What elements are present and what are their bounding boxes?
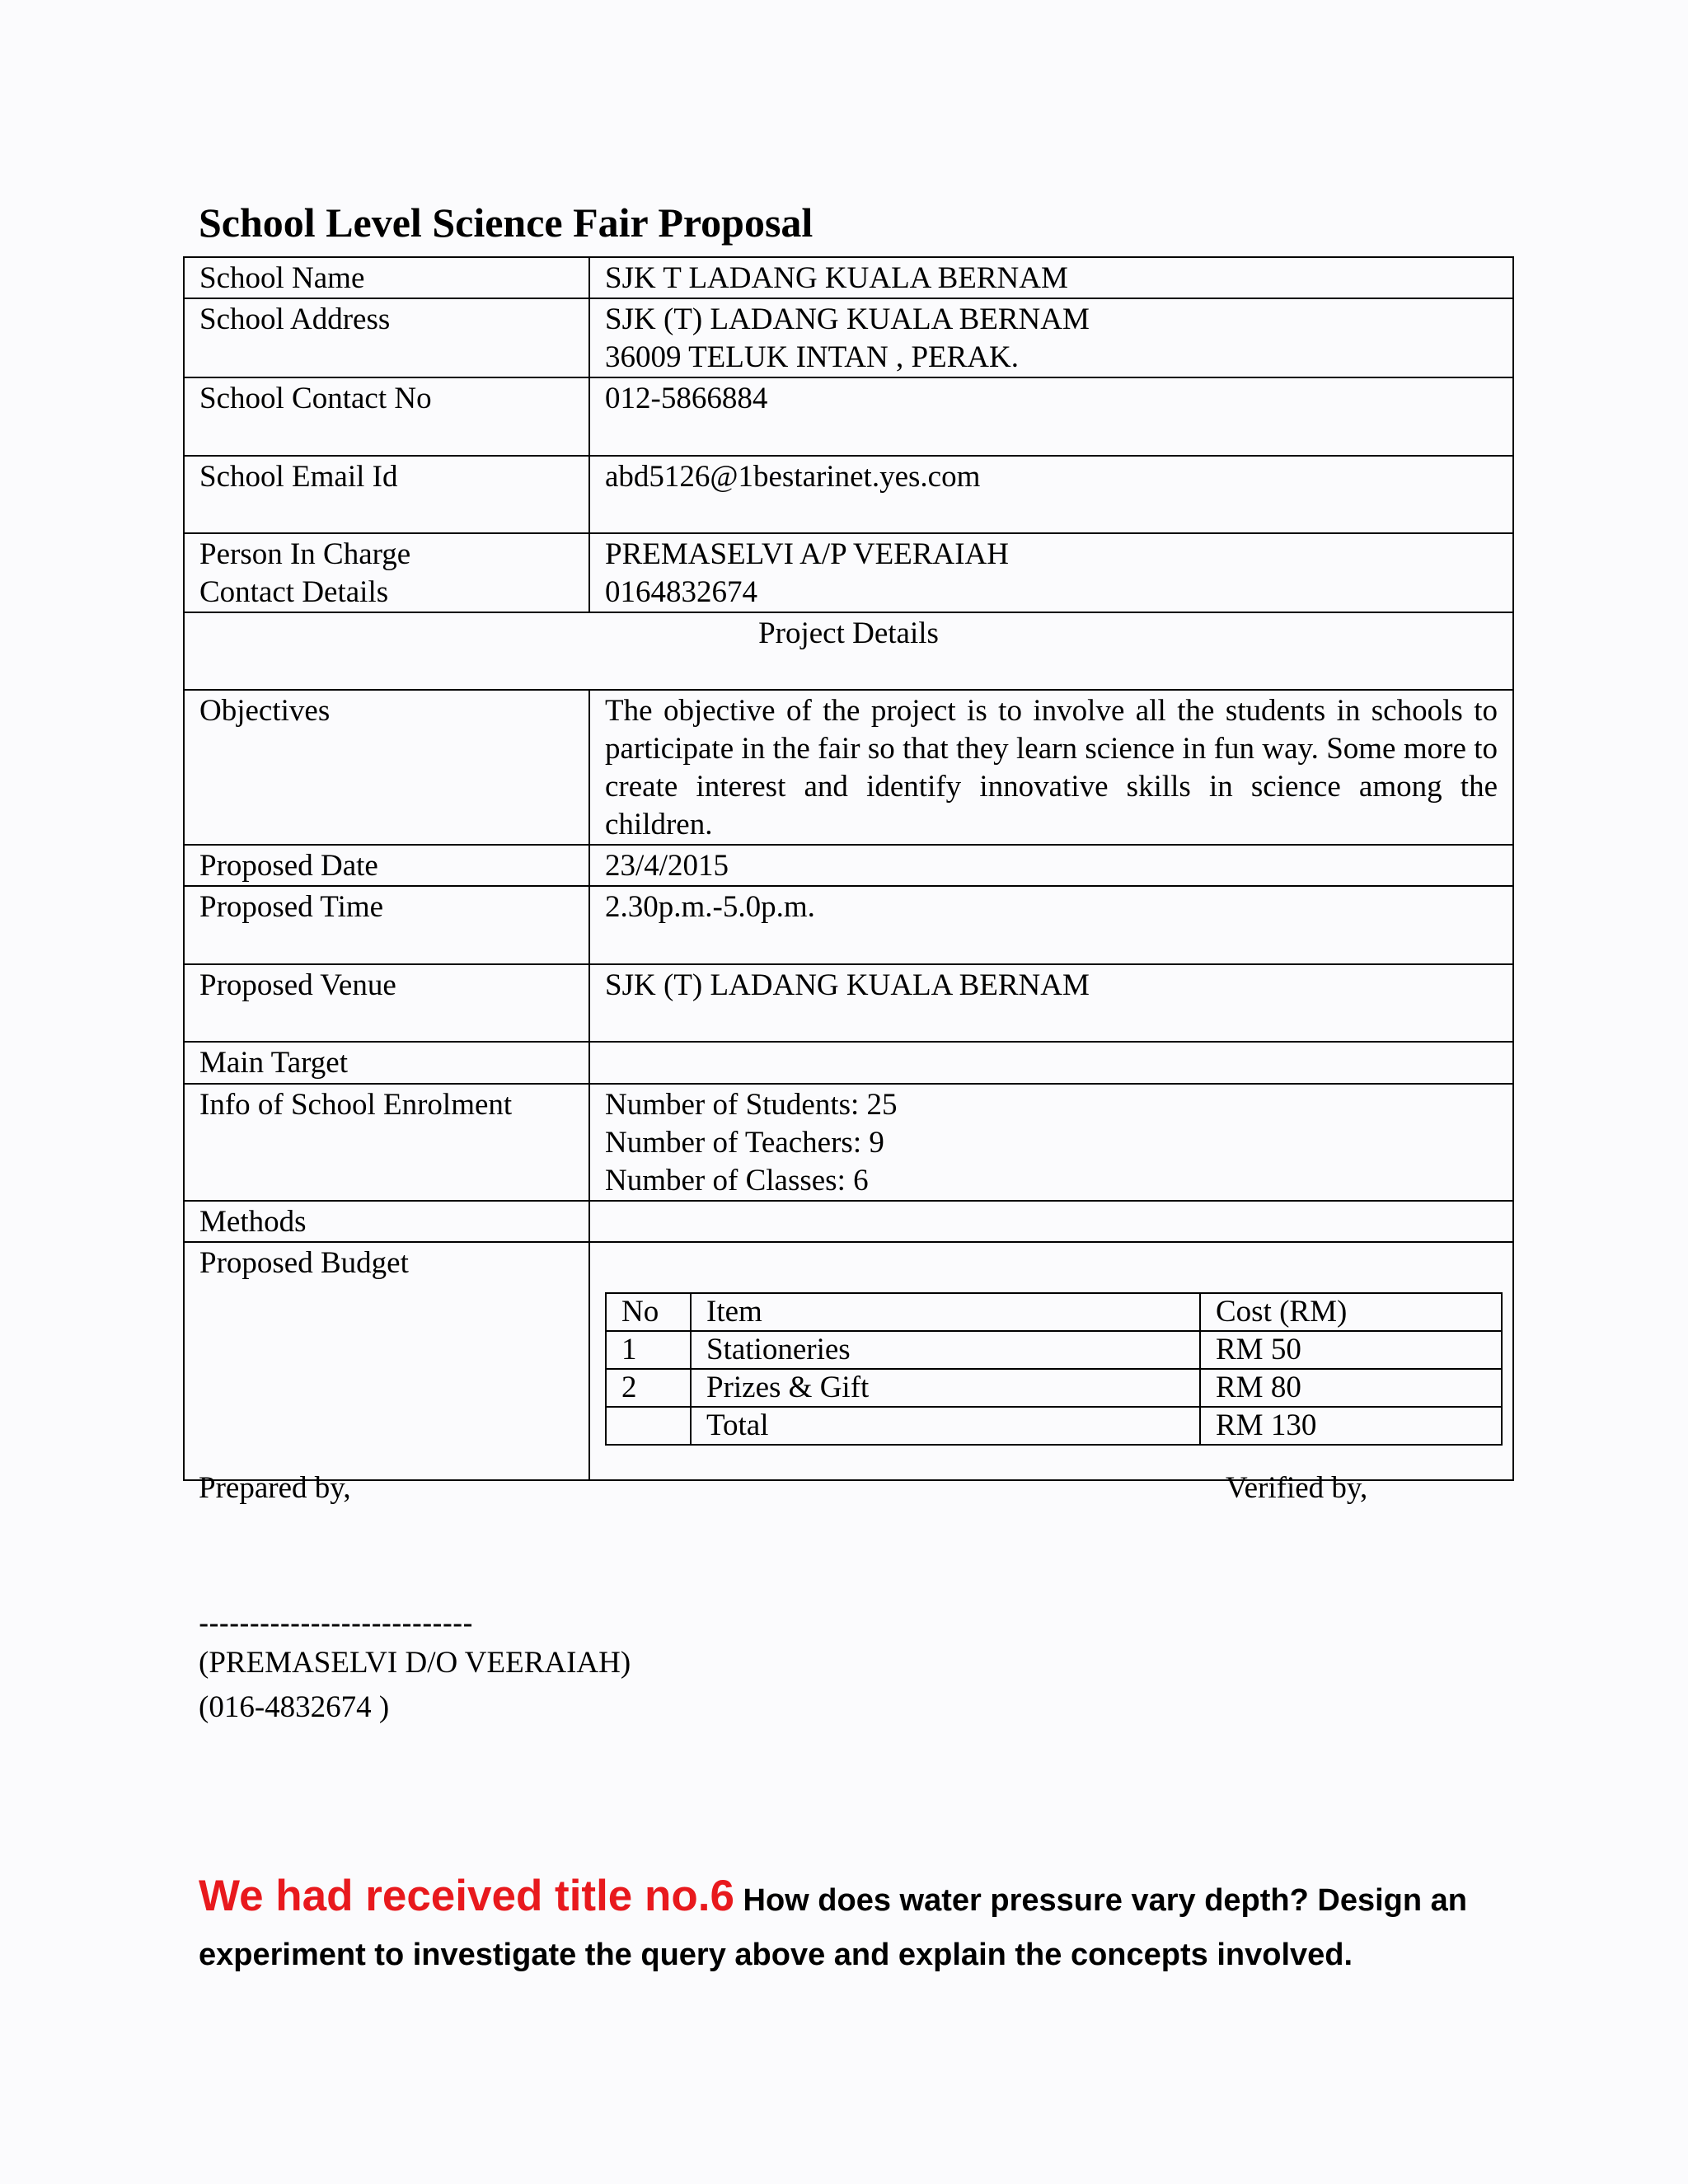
label-school-address: School Address (184, 298, 589, 377)
label-school-contact: School Contact No (184, 377, 589, 456)
label-enrolment: Info of School Enrolment (184, 1084, 589, 1201)
label-school-email: School Email Id (184, 456, 589, 533)
signatory-name: (PREMASELVI D/O VEERAIAH) (199, 1646, 631, 1680)
value-proposed-budget (589, 1242, 1513, 1480)
proposal-form-table (183, 256, 1514, 1481)
label-main-target: Main Target (184, 1042, 589, 1084)
row-school-contact (184, 377, 1513, 456)
budget-cell-item: Prizes & Gift (691, 1369, 1200, 1407)
budget-table (605, 1292, 1503, 1446)
value-school-email: abd5126@1bestarinet.yes.com (589, 456, 1513, 533)
row-proposed-date (184, 845, 1513, 886)
row-main-target (184, 1042, 1513, 1084)
prepared-by-label: Prepared by, (199, 1471, 351, 1505)
signatory-phone: (016-4832674 ) (199, 1690, 390, 1724)
budget-header-item: Item (691, 1293, 1200, 1331)
budget-header-no: No (606, 1293, 691, 1331)
value-school-contact: 012-5866884 (589, 377, 1513, 456)
label-person-in-charge (184, 533, 589, 612)
value-objectives: The objective of the project is to involve all the students in schools to participate in the fair so that they learn science in fun way. Some more to create interest and identify innovative skills in science among the children. (589, 690, 1513, 845)
row-proposed-budget (184, 1242, 1513, 1480)
budget-cell-item: Stationeries (691, 1331, 1200, 1369)
row-project-details (184, 612, 1513, 690)
signature-line: --------------------------- (199, 1606, 473, 1640)
value-proposed-time: 2.30p.m.-5.0p.m. (589, 886, 1513, 964)
teachers-count: Number of Teachers: 9 (605, 1126, 884, 1160)
row-proposed-venue (184, 964, 1513, 1042)
budget-header-cost: Cost (RM) (1200, 1293, 1502, 1331)
label-person-in-charge-line-2: Contact Details (199, 575, 389, 609)
value-proposed-venue: SJK (T) LADANG KUALA BERNAM (589, 964, 1513, 1042)
budget-cell-item: Total (691, 1407, 1200, 1445)
label-methods: Methods (184, 1201, 589, 1242)
address-line-1: SJK (T) LADANG KUALA BERNAM (605, 302, 1090, 336)
person-name: PREMASELVI A/P VEERAIAH (605, 537, 1009, 571)
row-person-in-charge (184, 533, 1513, 612)
budget-row (606, 1369, 1502, 1407)
section-heading-project-details: Project Details (184, 612, 1513, 690)
budget-row (606, 1331, 1502, 1369)
value-main-target (589, 1042, 1513, 1084)
budget-cell-cost: RM 50 (1200, 1331, 1502, 1369)
value-school-name: SJK T LADANG KUALA BERNAM (589, 257, 1513, 298)
label-school-name: School Name (184, 257, 589, 298)
budget-cell-no: 1 (606, 1331, 691, 1369)
value-enrolment (589, 1084, 1513, 1201)
budget-cell-no (606, 1407, 691, 1445)
document-title: School Level Science Fair Proposal (199, 199, 814, 246)
label-proposed-date: Proposed Date (184, 845, 589, 886)
row-objectives (184, 690, 1513, 845)
row-enrolment (184, 1084, 1513, 1201)
received-title-note (199, 1869, 1517, 1982)
label-proposed-budget: Proposed Budget (184, 1242, 589, 1480)
budget-header-row (606, 1293, 1502, 1331)
row-methods (184, 1201, 1513, 1242)
person-phone: 0164832674 (605, 575, 757, 609)
label-objectives: Objectives (184, 690, 589, 845)
row-school-address (184, 298, 1513, 377)
classes-count: Number of Classes: 6 (605, 1164, 869, 1197)
value-school-address (589, 298, 1513, 377)
value-methods (589, 1201, 1513, 1242)
budget-total-row (606, 1407, 1502, 1445)
budget-cell-no: 2 (606, 1369, 691, 1407)
received-title-highlight: We had received title no.6 (199, 1872, 734, 1920)
address-line-2: 36009 TELUK INTAN , PERAK. (605, 340, 1019, 374)
received-title-question: How does water pressure vary depth? Design an experiment to investigate the query above and explain the concepts involved. (199, 1883, 1467, 1972)
label-proposed-time: Proposed Time (184, 886, 589, 964)
students-count: Number of Students: 25 (605, 1088, 898, 1122)
row-proposed-time (184, 886, 1513, 964)
budget-cell-cost: RM 80 (1200, 1369, 1502, 1407)
label-person-in-charge-line-1: Person In Charge (199, 537, 411, 571)
row-school-email (184, 456, 1513, 533)
budget-cell-cost: RM 130 (1200, 1407, 1502, 1445)
verified-by-label: Verified by, (1226, 1471, 1368, 1505)
value-person-in-charge (589, 533, 1513, 612)
row-school-name (184, 257, 1513, 298)
label-proposed-venue: Proposed Venue (184, 964, 589, 1042)
value-proposed-date: 23/4/2015 (589, 845, 1513, 886)
